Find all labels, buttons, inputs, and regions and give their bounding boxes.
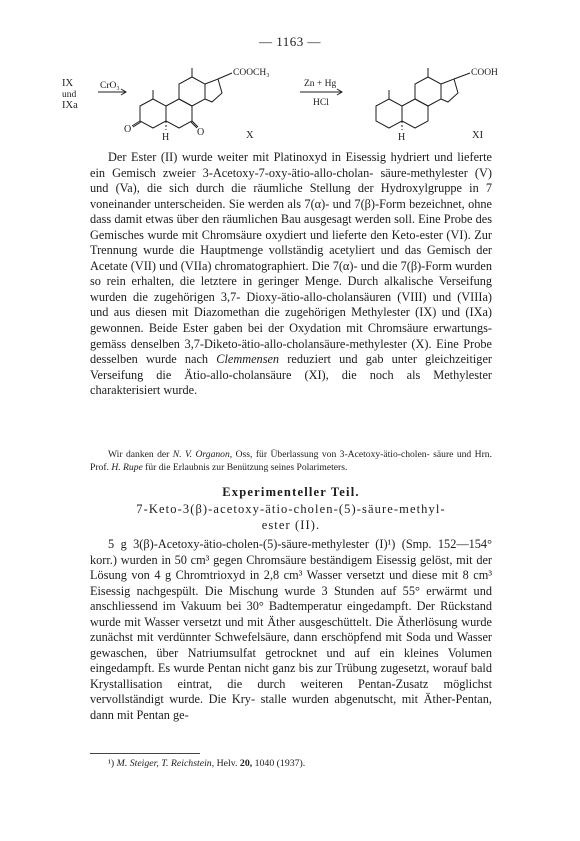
atom-o-3: O: [124, 124, 132, 135]
paragraph-discussion: Der Ester (II) wurde weiter mit Platinoxyd in Eisessig hydriert und lieferte ein Gemisch zweier 3-Acetoxy-7-oxy-ätio-allo-cholan- säure-methylester (V) und (Va), die sich durch die räumliche Stellung der Hydroxylgruppe in 7 voneinander unterscheiden. Sie werden als 7(α)- und 7(β)-Form bezeichnet, ohne dass damit etwas über den räumlichen Bau ausgesagt werden soll. Eine Probe des Gemisches wurde mit Chromsäure oxydiert und lieferte den Keto-ester (VI). Zur Trennung wurde die Hauptmenge vollständig acetyliert und das Gemisch der Acetate (VII) und (VIIa) chromatographiert. Die 7(α)- und die 7(β)-Form wurden so rein erhalten, die letztere in geringer Menge. Durch alkalische Verseifung wurden die zugehörigen 3,7- Dioxy-ätio-allo-cholansäuren (VIII) und (VIIIa) und aus diesen mit Diazomethan die zugehörigen Methylester (IX) und (IXa) gewonnen. Beide Ester gaben bei der Oxydation mit Chromsäure erwartungs- gemäss denselben 3,7-Diketo-ätio-allo-cholansäure-methylester (X). Eine Probe desselben wurde nach Clemmensen reduziert und gab unter gleichzeitiger Verseifung die Ätio-allo-cholansäure (XI), die noch als Methylester charakterisiert wurde.: [90, 150, 493, 398]
reactant-label-ixa: IXa: [62, 100, 78, 111]
reactant-label-und: und: [62, 90, 77, 100]
paragraph-procedure: 5 g 3(β)-Acetoxy-ätio-cholen-(5)-säure-methylester (I)¹) (Smp. 152—154° korr.) wurden in 50 cm³ gegen Chromsäure beständigem Eisessig gelöst, mit der Lösung von 4 g Chromtrioxyd in 2,8 cm³ Wasser versetzt und diese mit 8 cm³ Eisessig nachgespült. Die Mischung wurde 3 Stunden auf 55° erwärmt und anschliessend im Vakuum bei 30° Badtemperatur eingedampft. Der Rückstand wurde mit Wasser versetzt und mit Äther ausgeschüttelt. Die Ätherlösung wurde zunächst mit verdünnter Schwefelsäure, dann erschöpfend mit Soda und Wasser gewaschen, über Natriumsulfat getrocknet und auf ein kleines Volumen eingedampft. Es wurde Pentan nicht ganz bis zur Trübung zugesetzt, worauf bald Krystallisation eintrat, die durch weiteren Pentan-Zusatz möglichst vervollständigt wurde. Die Kry- stalle wurden abgenutscht, mit Äther-Pentan, dann mit Pentan ge-: [90, 537, 493, 723]
substituent-cooh: COOH: [471, 68, 498, 78]
substituent-cooch3: COOCH₃: [233, 68, 270, 78]
atom-h-5: H: [162, 132, 170, 143]
footnote-rule: [90, 753, 200, 754]
reactant-label-ix: IX: [62, 78, 74, 89]
reaction-scheme: [60, 52, 530, 146]
reagent-zn-hg: Zn + Hg: [304, 79, 337, 89]
footnote-volume: 20,: [239, 758, 253, 769]
name-organon: N. V. Organon: [172, 449, 230, 460]
atom-o-7: O: [197, 127, 205, 138]
name-rupe: H. Rupe: [111, 461, 143, 473]
reaction-scheme-drawing: [60, 52, 530, 146]
atom-h-5-xi: H: [398, 132, 406, 143]
compound-label-xi: XI: [472, 130, 484, 141]
footnote-authors: M. Steiger, T. Reichstein,: [116, 758, 215, 769]
name-clemmensen: Clemmensen: [216, 352, 280, 367]
footnote: ¹) M. Steiger, T. Reichstein, Helv. 20, 1040 (1937).: [108, 758, 306, 769]
compound-heading: 7-Keto-3(β)-acetoxy-ätio-cholen-(5)-säure-methyl- ester (II).: [136, 502, 446, 532]
acknowledgement-note: Wir danken der N. V. Organon, Oss, für Überlassung von 3-Acetoxy-ätio-cholen- säure und Hrn. Prof. H. Rupe für die Erlaubnis zur Benützung seines Polarimeters.: [90, 449, 492, 473]
reagent-hcl: HCl: [313, 98, 329, 108]
reagent-cro3: CrO₃: [100, 81, 120, 91]
compound-label-x: X: [246, 130, 254, 141]
page-number: — 1163 —: [258, 34, 322, 49]
section-heading: Experimenteller Teil.: [222, 485, 360, 499]
